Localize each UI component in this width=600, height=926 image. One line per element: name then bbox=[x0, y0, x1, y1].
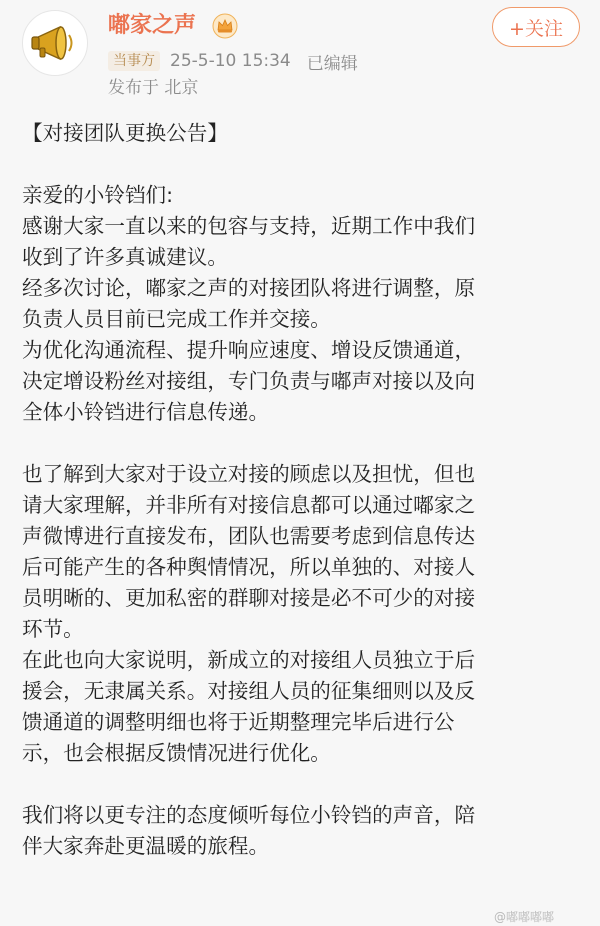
crown-icon[interactable] bbox=[212, 13, 238, 39]
content-line: 我们将以更专注的态度倾听每位小铃铛的声音，陪 bbox=[22, 803, 476, 827]
content-line: 伴大家奔赴更温暖的旅程。 bbox=[22, 834, 270, 858]
content-line: 全体小铃铛进行信息传递。 bbox=[22, 400, 270, 424]
content-line: 请大家理解，并非所有对接信息都可以通过嘟家之 bbox=[22, 493, 476, 517]
avatar[interactable] bbox=[22, 10, 88, 76]
content-line: 环节。 bbox=[22, 617, 84, 641]
author-name[interactable]: 嘟家之声 bbox=[108, 13, 197, 38]
content-line: 也了解到大家对于设立对接的顾虑以及担忧，但也 bbox=[22, 462, 476, 486]
content-line: 示，也会根据反馈情况进行优化。 bbox=[22, 741, 331, 765]
follow-button[interactable]: +关注 bbox=[492, 7, 580, 47]
post-meta bbox=[108, 50, 358, 72]
blank-line bbox=[22, 769, 582, 800]
content-line: 收到了许多真诚建议。 bbox=[22, 245, 228, 269]
content-line: 声微博进行直接发布，团队也需要考虑到信息传达 bbox=[22, 524, 476, 548]
content-line: 员明晰的、更加私密的群聊对接是必不可少的对接 bbox=[22, 586, 476, 610]
edited-label[interactable]: 已编辑 bbox=[306, 53, 358, 74]
post-location: 发布于 北京 bbox=[108, 78, 199, 98]
content-line: 亲爱的小铃铛们: bbox=[22, 183, 174, 207]
content-line: 负责人员目前已完成工作并交接。 bbox=[22, 307, 331, 331]
content-line: 为优化沟通流程、提升响应速度、增设反馈通道， bbox=[22, 338, 476, 362]
content-line: 在此也向大家说明，新成立的对接组人员独立于后 bbox=[22, 648, 476, 672]
status-badge: 当事方 bbox=[108, 51, 160, 71]
blank-line bbox=[22, 149, 582, 180]
content-line: 馈通道的调整明细也将于近期整理完毕后进行公 bbox=[22, 710, 455, 734]
watermark: @嘟嘟嘟嘟 bbox=[494, 910, 555, 924]
content-line: 感谢大家一直以来的包容与支持，近期工作中我们 bbox=[22, 214, 476, 238]
content-line: 决定增设粉丝对接组，专门负责与嘟声对接以及向 bbox=[22, 369, 476, 393]
content-line: 【对接团队更换公告】 bbox=[22, 121, 228, 145]
post-header bbox=[0, 0, 600, 110]
blank-line bbox=[22, 428, 582, 459]
post-content bbox=[22, 118, 582, 862]
content-line: 经多次讨论，嘟家之声的对接团队将进行调整，原 bbox=[22, 276, 476, 300]
megaphone-icon bbox=[30, 23, 80, 63]
content-line: 后可能产生的各种舆情情况，所以单独的、对接人 bbox=[22, 555, 476, 579]
post-timestamp: 25-5-10 15:34 bbox=[170, 51, 291, 71]
content-line: 援会，无隶属关系。对接组人员的征集细则以及反 bbox=[22, 679, 476, 703]
